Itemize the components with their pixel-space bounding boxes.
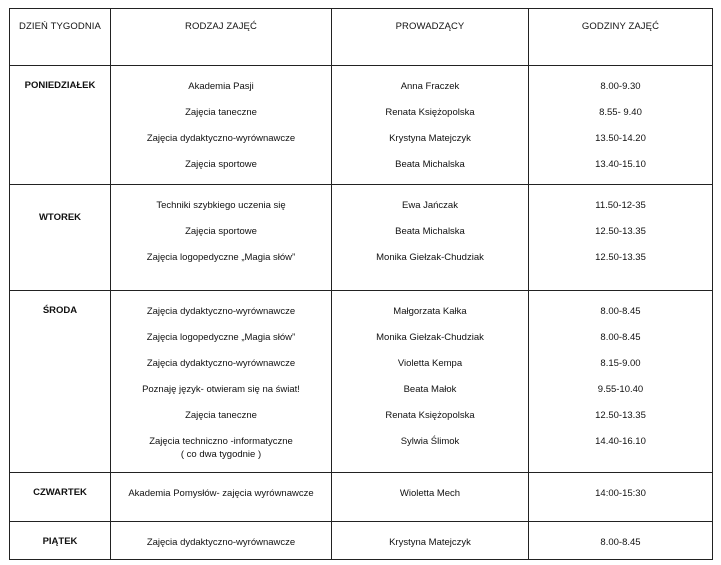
activity-item: Akademia Pasji: [188, 81, 254, 92]
hours-cell: [529, 473, 713, 522]
hours-item: 8.15-9.00: [600, 358, 641, 369]
day-cell: [10, 185, 111, 291]
hours-item: 13.40-15.10: [595, 159, 646, 170]
hours-item: 8.00-8.45: [600, 537, 641, 548]
teacher-item: Renata Księżopolska: [385, 410, 475, 421]
teacher-item: Wioletta Mech: [399, 488, 461, 499]
activity-cell: [111, 291, 332, 473]
hours-cell: [529, 185, 713, 291]
activity-item: Zajęcia taneczne: [185, 410, 257, 421]
hours-item: 12.50-13.35: [595, 252, 646, 263]
teacher-item: Krystyna Matejczyk: [389, 133, 471, 144]
activity-item-note: ( co dwa tygodnie ): [180, 449, 262, 460]
day-cell: [10, 291, 111, 473]
hours-cell: [529, 522, 713, 560]
activity-item: Zajęcia dydaktyczno-wyrównawcze: [146, 537, 296, 548]
hours-item: 11.50-12-35: [595, 200, 646, 211]
activity-cell: [111, 473, 332, 522]
activity-item: Zajęcia dydaktyczno-wyrównawcze: [146, 133, 296, 144]
activity-item: Zajęcia sportowe: [185, 226, 257, 237]
activity-item: Akademia Pomysłów- zajęcia wyrównawcze: [128, 488, 314, 499]
day-label: PONIEDZIAŁEK: [24, 80, 96, 91]
activity-item: Zajęcia dydaktyczno-wyrównawcze: [146, 306, 296, 317]
header-teacher: [332, 9, 529, 66]
teacher-cell: [332, 522, 529, 560]
day-cell: [10, 522, 111, 560]
activity-item: Techniki szybkiego uczenia się: [156, 200, 286, 211]
hours-item: 12.50-13.35: [595, 226, 646, 237]
day-row-wednesday: [10, 291, 713, 473]
teacher-item: Violetta Kempa: [397, 358, 463, 369]
hours-item: 8.00-8.45: [600, 332, 641, 343]
hours-item: 12.50-13.35: [595, 410, 646, 421]
header-day-label: DZIEŃ TYGODNIA: [19, 21, 101, 32]
teacher-cell: [332, 66, 529, 185]
activity-item: Poznaję język- otwieram się na świat!: [142, 384, 300, 395]
day-label: CZWARTEK: [33, 487, 87, 498]
activity-item: Zajęcia sportowe: [185, 159, 257, 170]
teacher-item: Ewa Jańczak: [402, 200, 458, 211]
activity-cell: [111, 522, 332, 560]
hours-item: 8.00-8.45: [600, 306, 641, 317]
teacher-item: Anna Fraczek: [400, 81, 460, 92]
hours-item: 14:00-15:30: [595, 488, 646, 499]
header-activity: [111, 9, 332, 66]
teacher-item: Beata Michalska: [395, 159, 465, 170]
activity-item: Zajęcia logopedyczne „Magia słów”: [146, 252, 296, 263]
teacher-cell: [332, 473, 529, 522]
activity-item: [111, 435, 331, 461]
teacher-item: Małgorzata Kałka: [393, 306, 467, 317]
header-row: [10, 9, 713, 66]
day-row-thursday: [10, 473, 713, 522]
hours-item: 14.40-16.10: [595, 436, 646, 447]
teacher-item: Monika Giełzak-Chudziak: [376, 252, 484, 263]
hours-item: 8.55- 9.40: [599, 107, 642, 118]
header-day: [10, 9, 111, 66]
header-activity-label: RODZAJ ZAJĘĆ: [185, 21, 257, 32]
day-row-tuesday: [10, 185, 713, 291]
day-row-friday: [10, 522, 713, 560]
header-hours-label: GODZINY ZAJĘĆ: [581, 21, 660, 32]
hours-item: 13.50-14.20: [595, 133, 646, 144]
schedule-table: [9, 8, 713, 560]
teacher-item: Beata Małok: [403, 384, 457, 395]
day-label: ŚRODA: [42, 305, 78, 316]
hours-cell: [529, 66, 713, 185]
hours-item: 9.55-10.40: [597, 384, 644, 395]
teacher-item: Krystyna Matejczyk: [389, 537, 471, 548]
day-cell: [10, 66, 111, 185]
activity-item-title: Zajęcia techniczno -informatyczne: [149, 436, 293, 447]
activity-cell: [111, 66, 332, 185]
hours-cell: [529, 291, 713, 473]
hours-item: 8.00-9.30: [600, 81, 641, 92]
day-cell: [10, 473, 111, 522]
header-hours: [529, 9, 713, 66]
teacher-item: Beata Michalska: [395, 226, 465, 237]
day-label: WTOREK: [38, 212, 82, 223]
activity-cell: [111, 185, 332, 291]
teacher-cell: [332, 185, 529, 291]
teacher-item: Sylwia Ślimok: [400, 436, 460, 447]
day-label: PIĄTEK: [42, 536, 78, 547]
teacher-item: Monika Giełzak-Chudziak: [376, 332, 484, 343]
header-teacher-label: PROWADZĄCY: [395, 21, 465, 32]
teacher-item: Renata Księżopolska: [385, 107, 475, 118]
teacher-cell: [332, 291, 529, 473]
day-row-monday: [10, 66, 713, 185]
activity-item: Zajęcia taneczne: [185, 107, 257, 118]
activity-item: Zajęcia dydaktyczno-wyrównawcze: [146, 358, 296, 369]
activity-item: Zajęcia logopedyczne „Magia słów”: [146, 332, 296, 343]
